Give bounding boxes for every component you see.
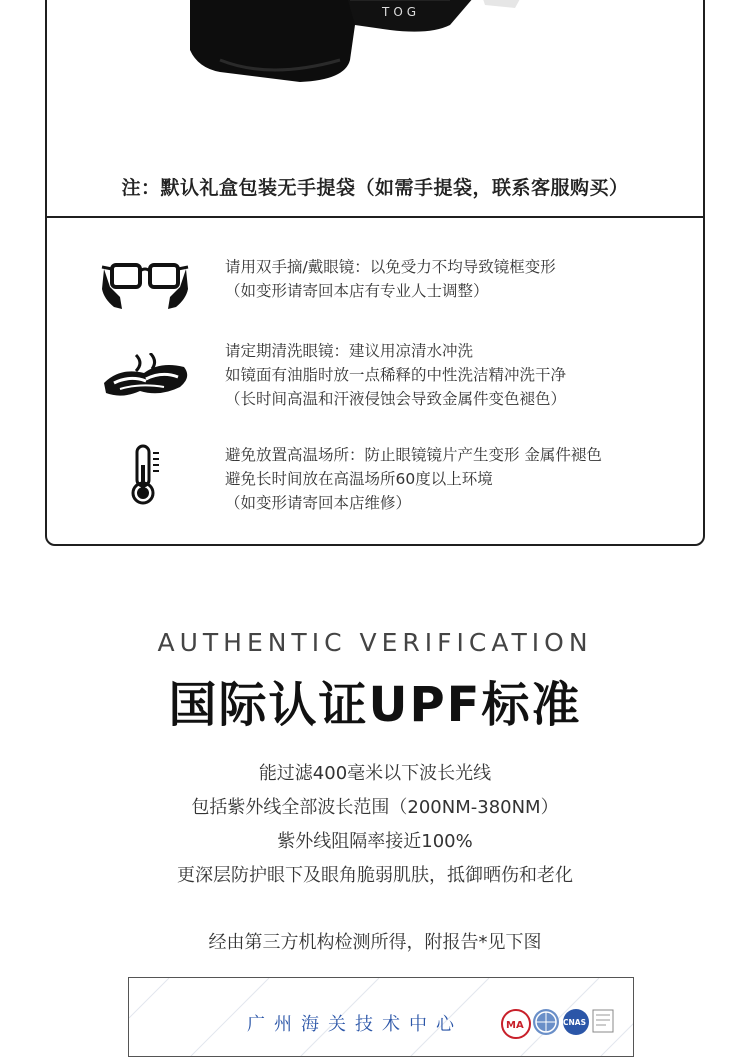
section-divider [45, 216, 705, 218]
cma-badge [501, 1009, 531, 1039]
care-text-cleaning [225, 339, 566, 411]
care-line: 避免长时间放在高温场所60度以上环境 [225, 470, 493, 488]
care-line: （长时间高温和汗液侵蚀会导致金属件变色褪色） [225, 390, 567, 408]
description-line: 紫外线阻隔率接近100% [277, 831, 473, 852]
section-headline: 国际认证UPF标准 [168, 677, 582, 733]
water-glasses-icon [100, 353, 192, 407]
care-line: （如变形请寄回本店有专业人士调整） [225, 282, 489, 300]
care-line: （如变形请寄回本店维修） [225, 494, 412, 512]
care-line: 请用双手摘/戴眼镜：以免受力不均导致镜框变形 [225, 258, 556, 276]
report-title: 广州海关技术中心 [247, 1014, 463, 1035]
test-report-preview [128, 977, 634, 1057]
badge-label: CNAS [563, 1018, 586, 1027]
care-text-heat [225, 443, 602, 515]
thermometer-icon [128, 443, 164, 511]
ilac-mra-badge [533, 1009, 559, 1035]
description-line: 更深层防护眼下及眼角脆弱肌肤，抵御晒伤和老化 [177, 865, 573, 886]
care-line: 如镜面有油脂时放一点稀释的中性洗洁精冲洗干净 [225, 366, 567, 384]
care-text-handling [225, 255, 556, 303]
packaging-note: 注：默认礼盒包装无手提袋（如需手提袋，联系客服购买） [121, 177, 629, 199]
description-line: 能过滤400毫米以下波长光线 [258, 763, 492, 784]
description-line: 包括紫外线全部波长范围（200NM-380NM） [191, 797, 559, 818]
section-eyebrow: AUTHENTIC VERIFICATION [157, 628, 593, 657]
certification-description [0, 757, 750, 893]
care-line: 避免放置高温场所：防止眼镜镜片产生变形 金属件褪色 [225, 446, 602, 464]
cnas-badge [563, 1009, 589, 1035]
care-line: 请定期清洗眼镜：建议用凉清水冲洗 [225, 342, 474, 360]
badge-label: MA [506, 1020, 524, 1031]
pouch-brand-text: TOG [382, 5, 421, 19]
report-source-line: 经由第三方机构检测所得，附报告*见下图 [208, 932, 542, 953]
accreditation-seal [592, 1009, 614, 1033]
gift-pouch-image [150, 0, 530, 90]
hands-glasses-icon [100, 257, 190, 317]
